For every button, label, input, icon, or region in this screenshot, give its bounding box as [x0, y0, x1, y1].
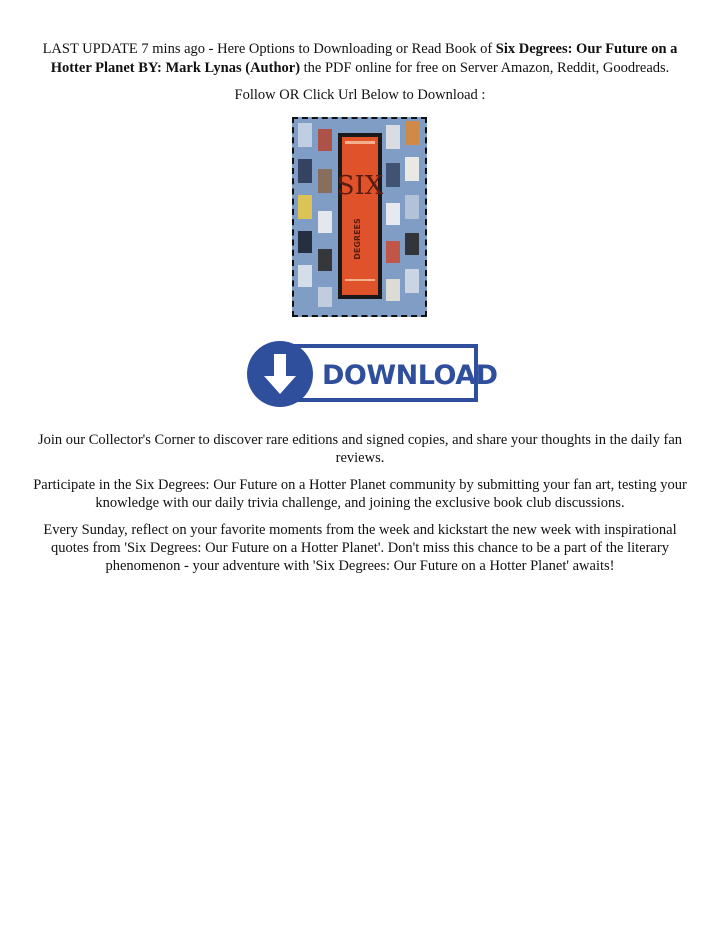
- download-arrow-icon: [247, 341, 313, 407]
- intro-by: BY:: [138, 60, 162, 76]
- intro-prefix: LAST UPDATE 7 mins ago - Here Options to Downloading or Read Book of: [42, 41, 493, 57]
- cover-illustration: [294, 119, 425, 315]
- paragraph-every-sunday: Every Sunday, reflect on your favorite moments from the week and kickstart the new week with inspirational quotes from 'Six Degrees: Our Future on a Hotter Planet'. Don't miss this chance to be a part of the literary phenomenon - your adventure with 'Six Degrees: Our Future on a Hotter Planet' awaits!: [43, 522, 677, 574]
- download-label: DOWNLOAD: [322, 360, 498, 391]
- paragraph-community: Participate in the Six Degrees: Our Future on a Hotter Planet community by submitting your fan art, testing your knowledge with our daily trivia challenge, and joining the exclusive book club discussions.: [33, 477, 687, 511]
- paragraph-collectors-corner: Join our Collector's Corner to discover rare editions and signed copies, and share your thoughts in the daily fan reviews.: [37, 432, 683, 466]
- intro-author: Mark Lynas (Author): [165, 60, 301, 76]
- follow-text: Follow OR Click Url Below to Download :: [234, 87, 486, 103]
- intro-text: [40, 40, 680, 78]
- cover-title-line2: DEGREES: [353, 218, 362, 260]
- cover-title-line1: SIX: [336, 171, 384, 201]
- download-graphic: [246, 340, 498, 408]
- intro-suffix: the PDF online for free on Server Amazon, Reddit, Goodreads.: [303, 60, 670, 76]
- book-cover-image[interactable]: [292, 117, 427, 317]
- intro-book-title: Six Degrees: Our Future on a Hotter Planet: [50, 41, 678, 76]
- download-button[interactable]: [246, 340, 498, 408]
